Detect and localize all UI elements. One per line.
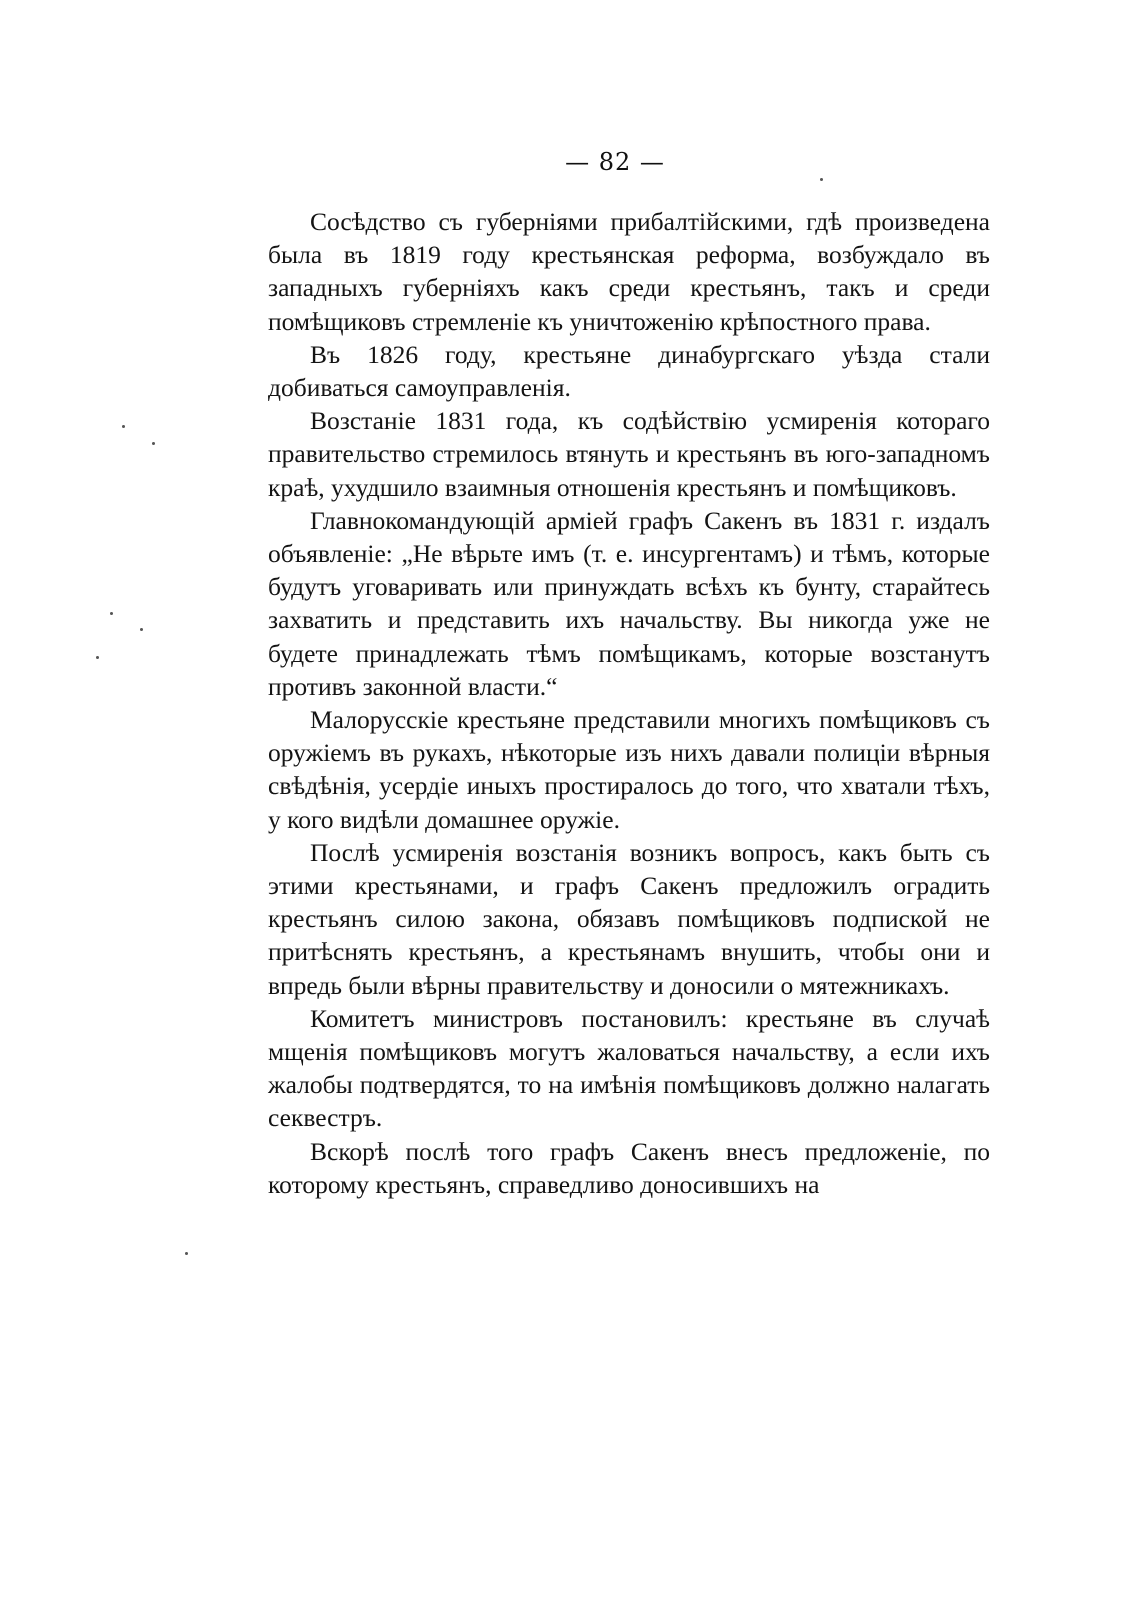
scan-speck — [152, 442, 155, 445]
scan-speck — [122, 425, 125, 428]
paragraph-5: Малорусскіе крестьяне представили многихъ помѣщиковъ съ оружіемъ въ рукахъ, нѣкоторые изъ нихъ давали полиціи вѣрныя свѣдѣнія, усердіе иныхъ простиралось до того, что хватали тѣхъ, у кого видѣли домашнее оружіе. — [268, 705, 990, 834]
scan-speck — [820, 178, 823, 181]
paragraph-8: Вскорѣ послѣ того графъ Сакенъ внесъ предложеніе, по которому крестьянъ, справедливо доносившихъ на — [268, 1136, 990, 1199]
scan-speck — [140, 628, 143, 631]
paragraph-4: Главнокомандующій арміей графъ Сакенъ въ 1831 г. издалъ объявленіе: „Не вѣрьте имъ (т. е. инсургентамъ) и тѣмъ, которые будутъ уговаривать или принуждать всѣхъ къ бунту, старайтесь захватить и представить ихъ начальству. Вы никогда уже не будете принадлежать тѣмъ помѣщикамъ, которые возстанутъ противъ законной власти.“ — [268, 505, 990, 701]
scan-speck — [110, 612, 113, 615]
scan-speck — [96, 656, 99, 659]
paragraph-6: Послѣ усмиренія возстанія возникъ вопросъ, какъ быть съ этими крестьянами, и графъ Сакенъ предложилъ оградить крестьянъ силою закона, обязавъ помѣщиковъ подпиской не притѣснять крестьянъ, а крестьянамъ внушить, чтобы они и впредь были вѣрны правительству и доносили о мятежникахъ. — [268, 837, 990, 1000]
scan-speck — [185, 1252, 188, 1255]
paragraph-1: Сосѣдство съ губерніями прибалтійскими, гдѣ произведена была въ 1819 году крестьянская реформа, возбуждало въ западныхъ губерніяхъ какъ среди крестьянъ, такъ и среди помѣщиковъ стремленіе къ уничтоженію крѣпостного права. — [268, 207, 990, 336]
paragraph-7: Комитетъ министровъ постановилъ: крестьяне въ случаѣ мщенія помѣщиковъ могутъ жаловаться начальству, а если ихъ жалобы подтвердятся, то на имѣнія помѣщиковъ должно налагать секвестръ. — [268, 1003, 990, 1133]
paragraph-3: Возстаніе 1831 года, къ содѣйствію усмиренія котораго правительство стремилось втянуть и крестьянъ въ юго-западномъ краѣ, ухудшило взаимныя отношенія крестьянъ и помѣщиковъ. — [268, 406, 990, 502]
body-text — [268, 205, 990, 1201]
paragraph-2: Въ 1826 году, крестьяне динабургскаго уѣзда стали добиваться самоуправленія. — [268, 339, 990, 403]
page-number: — 82 — — [565, 148, 665, 176]
